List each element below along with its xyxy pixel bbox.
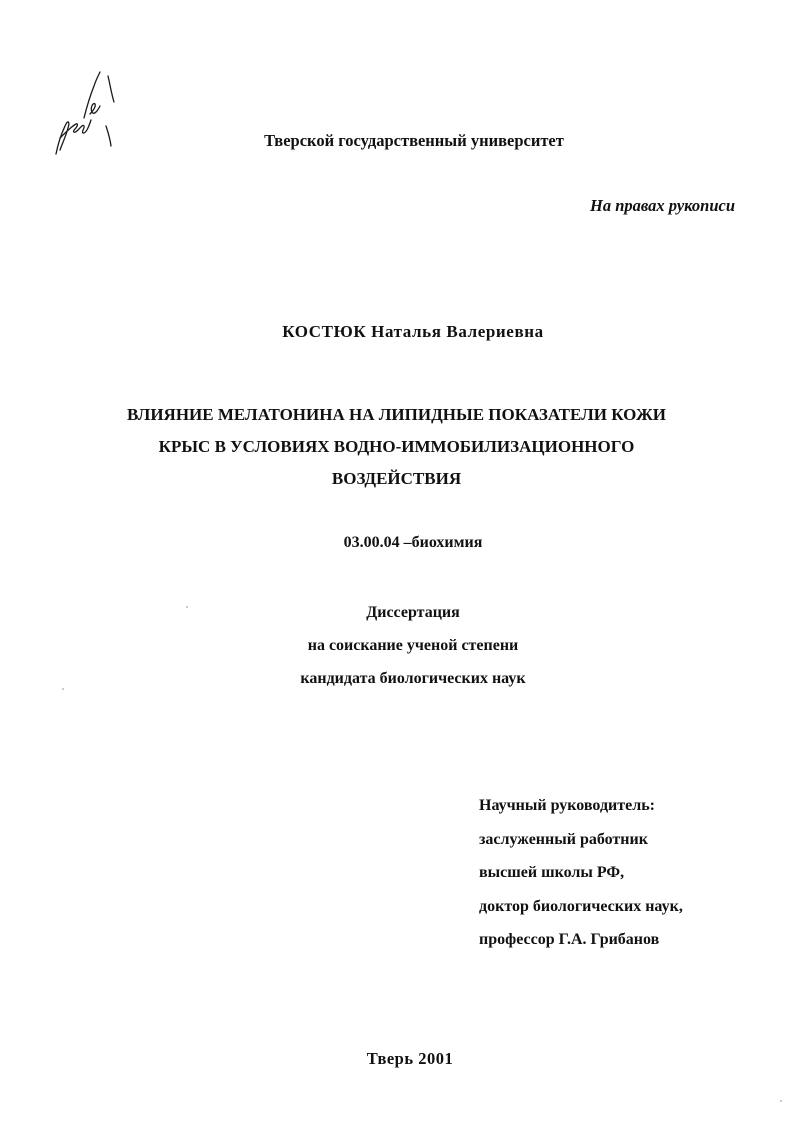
advisor-line-2: заслуженный работник <box>479 830 648 848</box>
scan-speck <box>186 606 188 608</box>
scientific-advisor <box>479 789 683 957</box>
handwritten-signature <box>48 66 124 166</box>
title-line-1: ВЛИЯНИЕ МЕЛАТОНИНА НА ЛИПИДНЫЕ ПОКАЗАТЕЛИ КОЖИ <box>126 405 667 424</box>
scan-speck <box>780 1100 782 1102</box>
degree-line-1: Диссертация <box>366 604 460 621</box>
city-and-year: Тверь 2001 <box>366 1049 454 1068</box>
degree-line-3: кандидата биологических наук <box>300 670 526 687</box>
dissertation-title <box>0 399 793 495</box>
advisor-line-1: Научный руководитель: <box>479 797 655 814</box>
scan-speck <box>62 688 64 690</box>
degree-statement <box>0 596 793 695</box>
title-line-2: КРЫС В УСЛОВИЯХ ВОДНО-ИММОБИЛИЗАЦИОННОГО <box>158 437 635 456</box>
university-name: Тверской государственный университет <box>264 131 564 150</box>
degree-line-2: на соискание ученой степени <box>307 637 519 654</box>
advisor-line-3: высшей школы РФ, <box>479 864 625 881</box>
specialty-code: 03.00.04 –биохимия <box>343 534 483 551</box>
author-name: КОСТЮК Наталья Валериевна <box>282 322 544 341</box>
title-line-3: ВОЗДЕЙСТВИЯ <box>331 469 462 488</box>
advisor-line-5: профессор Г.А. Грибанов <box>479 931 660 948</box>
advisor-line-4: доктор биологических наук, <box>479 897 683 915</box>
manuscript-note: На правах рукописи <box>590 196 735 215</box>
